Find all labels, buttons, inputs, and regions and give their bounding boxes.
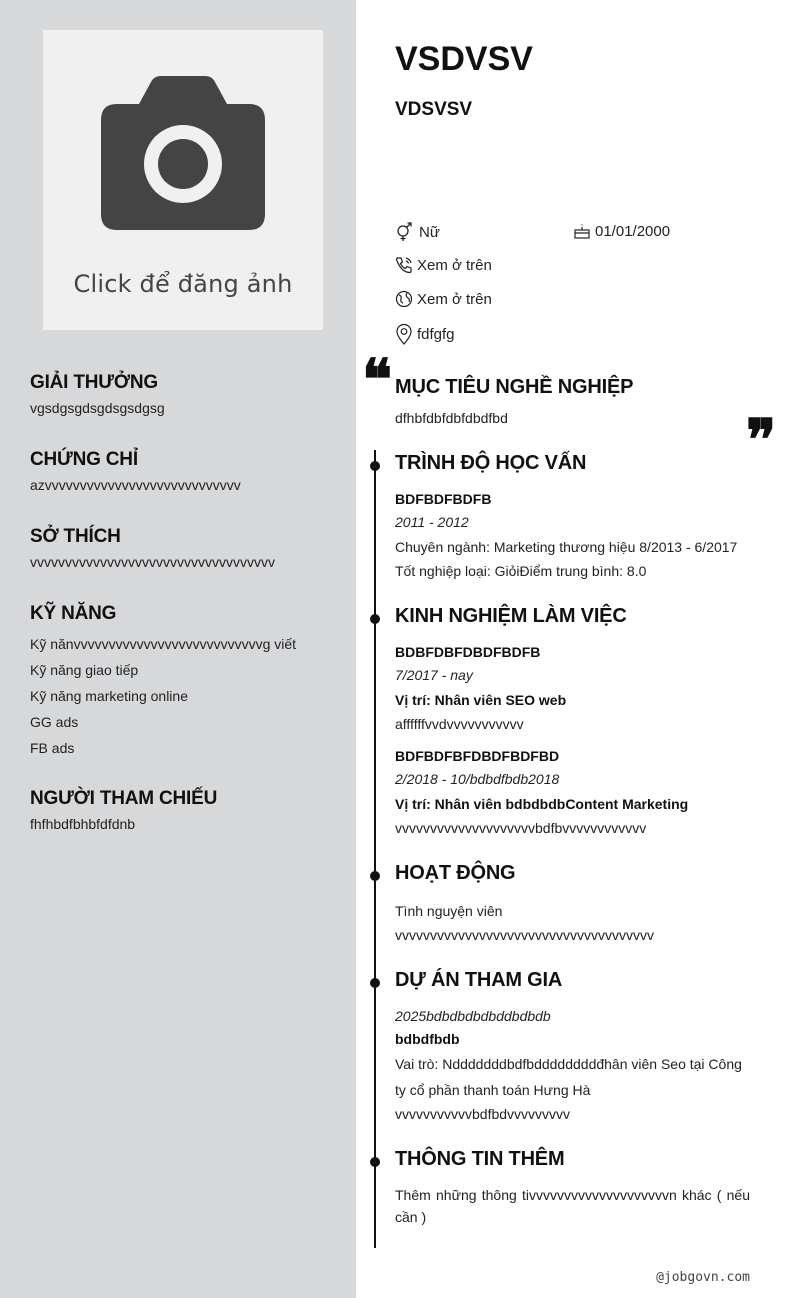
certificates-text: azvvvvvvvvvvvvvvvvvvvvvvvvvvvv: [30, 477, 241, 493]
job-role[interactable]: Vị trí: Nhân viên SEO web: [395, 692, 567, 708]
education-major[interactable]: Chuyên ngành: Marketing thương hiệu 8/2013 - 6/2017: [395, 539, 738, 555]
activity-description[interactable]: vvvvvvvvvvvvvvvvvvvvvvvvvvvvvvvvvvvvv: [395, 927, 654, 943]
timeline-dot: [370, 978, 380, 988]
hobbies-text: vvvvvvvvvvvvvvvvvvvvvvvvvvvvvvvvvvv: [30, 554, 275, 570]
awards-section: [30, 372, 330, 416]
job-role[interactable]: Vị trí: Nhân viên bdbdbdbContent Marketing: [395, 796, 689, 812]
awards-title: GIẢI THƯỞNG: [30, 372, 158, 393]
experience-title: KINH NGHIỆM LÀM VIỆC: [395, 605, 627, 627]
skills-list: [30, 631, 330, 761]
hobbies-section: [30, 526, 330, 570]
projects-title: DỰ ÁN THAM GIA: [395, 969, 563, 991]
quote-open-icon: ❝: [362, 347, 393, 413]
avatar-upload[interactable]: [43, 30, 323, 330]
references-text: fhfhbdfbhbfdfdnb: [30, 816, 136, 832]
phone-field[interactable]: [395, 256, 492, 274]
education-period[interactable]: 2011 - 2012: [395, 514, 469, 530]
timeline-dot: [370, 461, 380, 471]
timeline-dot: [370, 1157, 380, 1167]
phone-value: Xem ở trên: [417, 256, 492, 274]
awards-text: vgsdgsgdsgdsgsdgsg: [30, 400, 165, 416]
references-title: NGƯỜI THAM CHIẾU: [30, 788, 218, 809]
skill-item: Kỹ nănvvvvvvvvvvvvvvvvvvvvvvvvvvvg viết: [30, 636, 297, 652]
education-grade[interactable]: Tốt nghiệp loại: GiỏiĐiểm trung bình: 8.0: [395, 563, 647, 579]
skills-section: [30, 603, 330, 761]
job-description[interactable]: affffffvvdvvvvvvvvvvv: [395, 716, 524, 732]
certificates-section: [30, 449, 330, 493]
education-title: TRÌNH ĐỘ HỌC VẤN: [395, 452, 587, 474]
project-name[interactable]: bdbdfbdb: [395, 1031, 460, 1047]
activity-item[interactable]: Tình nguyện viên: [395, 903, 503, 919]
globe-icon: [395, 290, 413, 308]
gender-field[interactable]: [395, 222, 440, 242]
project-description[interactable]: vvvvvvvvvvvbdfbdvvvvvvvvv: [395, 1106, 571, 1122]
education-school[interactable]: BDFBDFBDFB: [395, 491, 492, 507]
location-pin-icon: [395, 323, 413, 345]
gender-icon: [395, 222, 415, 242]
project-period[interactable]: 2025bdbdbdbdbddbdbdb: [395, 1008, 551, 1024]
footer-brand: @jobgovn.com: [656, 1270, 750, 1285]
job-company[interactable]: BDFBDFBFDBDFBDFBD: [395, 748, 560, 764]
address-field[interactable]: [395, 323, 455, 345]
candidate-position[interactable]: VDSVSV: [395, 99, 473, 120]
candidate-name[interactable]: VSDVSV: [395, 40, 533, 78]
timeline-dot: [370, 871, 380, 881]
quote-close-icon: ❞: [746, 407, 777, 473]
activities-title: HOẠT ĐỘNG: [395, 862, 516, 884]
more-info-title: THÔNG TIN THÊM: [395, 1148, 565, 1170]
job-period[interactable]: 2/2018 - 10/bdbdfbdb2018: [395, 771, 560, 787]
project-role[interactable]: Vai trò: Ndddddddbdfbddddddddđhân viên Seo tại Công ty cổ phần thanh toán Hưng Hà: [395, 1056, 742, 1098]
gender-value: Nữ: [419, 223, 440, 241]
skills-title: KỸ NĂNG: [30, 603, 117, 624]
certificates-title: CHỨNG CHỈ: [30, 449, 138, 470]
skill-item: GG ads: [30, 714, 79, 730]
skill-item: Kỹ năng marketing online: [30, 688, 188, 704]
skill-item: FB ads: [30, 740, 75, 756]
address-value: fdfgfg: [417, 325, 455, 343]
hobbies-title: SỞ THÍCH: [30, 526, 121, 547]
job-description[interactable]: vvvvvvvvvvvvvvvvvvvvbdfbvvvvvvvvvvvv: [395, 820, 647, 836]
skill-item: Kỹ năng giao tiếp: [30, 662, 139, 678]
website-value: Xem ở trên: [417, 290, 492, 308]
birthday-field[interactable]: [573, 222, 670, 240]
photo-upload-label: Click để đăng ảnh: [73, 270, 293, 298]
camera-icon: [99, 74, 267, 234]
cake-icon: [573, 222, 591, 240]
more-info-text[interactable]: Thêm những thông tivvvvvvvvvvvvvvvvvvvvn khác ( nếu cần ): [395, 1187, 750, 1225]
job-company[interactable]: BDBFDBFDBDFBDFB: [395, 644, 541, 660]
objective-text[interactable]: dfhbfdbfdbfdbdfbd: [395, 410, 508, 426]
birthday-value: 01/01/2000: [595, 222, 671, 240]
timeline-dot: [370, 614, 380, 624]
phone-icon: [395, 256, 413, 274]
references-section: [30, 788, 330, 832]
timeline-line: [374, 450, 376, 1248]
website-field[interactable]: [395, 290, 492, 308]
objective-title: MỤC TIÊU NGHỀ NGHIỆP: [395, 376, 634, 398]
job-period[interactable]: 7/2017 - nay: [395, 667, 473, 683]
